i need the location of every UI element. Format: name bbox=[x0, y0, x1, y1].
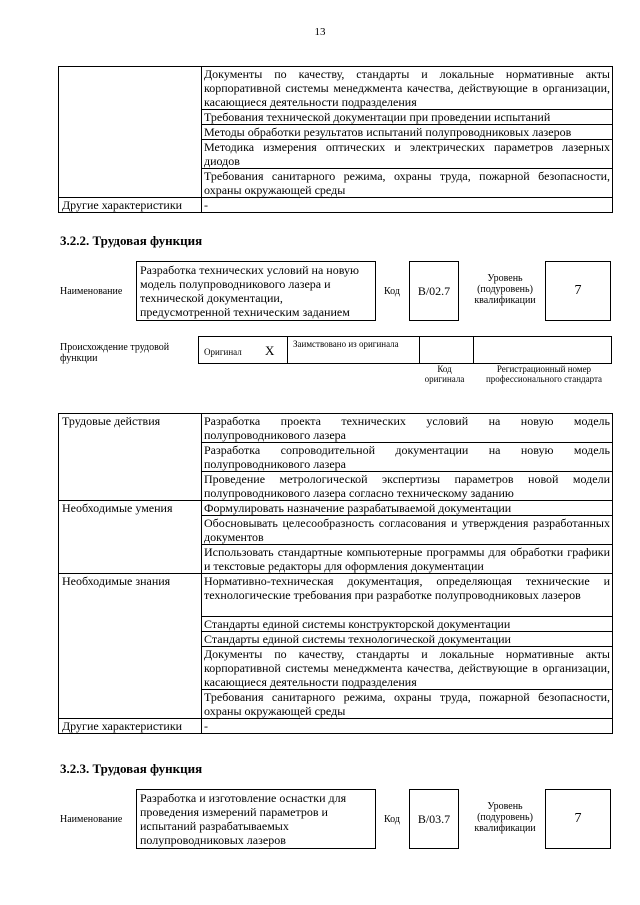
top-table-item: Методика измерения оптических и электрических параметров лазерных диодов bbox=[202, 140, 613, 169]
other-characteristics-label: Другие характеристики bbox=[59, 198, 202, 213]
level-value-field: 7 bbox=[545, 789, 611, 849]
labor-function-table bbox=[58, 413, 613, 734]
function-code-field: В/02.7 bbox=[409, 261, 459, 321]
function-code-field: В/03.7 bbox=[409, 789, 459, 849]
knowledge-item: Нормативно-техническая документация, определяющая технические и технологические требования при разработке полупроводниковых лазеров bbox=[202, 574, 613, 617]
reg-number-caption: Регистрационный номер профессионального стандарта bbox=[485, 364, 603, 384]
knowledge-item: Требования санитарного режима, охраны труда, пожарной безопасности, охраны окружающей среды bbox=[202, 690, 613, 719]
function-name-field: Разработка и изготовление оснастки для проведения измерений параметров и испытаний разрабатываемых полупроводниковых лазеров bbox=[136, 789, 376, 849]
labor-action-item: Разработка сопроводительной документации на новую модель полупроводникового лазера bbox=[202, 443, 613, 472]
level-value-field: 7 bbox=[545, 261, 611, 321]
borrowed-label: Заимствовано из оригинала bbox=[293, 339, 399, 349]
section-heading-323: 3.2.3. Трудовая функция bbox=[60, 761, 203, 776]
top-table-item: Требования санитарного режима, охраны труда, пожарной безопасности, охраны окружающей среды bbox=[202, 169, 613, 198]
other-characteristics-value: - bbox=[202, 198, 613, 213]
knowledge-item: Документы по качеству, стандарты и локальные нормативные акты корпоративной системы менеджмента качества, действующие в организации, касающиеся деятельности подразделения bbox=[202, 647, 613, 690]
level-label: Уровень (подуровень) квалификации bbox=[474, 801, 536, 834]
labor-action-item: Проведение метрологической экспертизы параметров новой модели полупроводникового лазера согласно техническому заданию bbox=[202, 472, 613, 501]
skill-item: Формулировать назначение разрабатываемой документации bbox=[202, 501, 613, 516]
required-knowledge-label: Необходимые знания bbox=[59, 574, 202, 719]
origin-label: Происхождение трудовой функции bbox=[60, 342, 170, 364]
skill-item: Обосновывать целесообразность согласования и утверждения разработанных документов bbox=[202, 516, 613, 545]
section-heading-322: 3.2.2. Трудовая функция bbox=[60, 233, 203, 248]
knowledge-item: Стандарты единой системы конструкторской документации bbox=[202, 617, 613, 632]
name-label: Наименование bbox=[60, 814, 123, 825]
code-label: Код bbox=[384, 286, 400, 297]
top-table-label-empty bbox=[59, 67, 202, 198]
name-label: Наименование bbox=[60, 286, 123, 297]
labor-actions-label: Трудовые действия bbox=[59, 414, 202, 501]
required-skills-label: Необходимые умения bbox=[59, 501, 202, 574]
top-table-item: Методы обработки результатов испытаний полупроводниковых лазеров bbox=[202, 125, 613, 140]
reg-number-cell bbox=[473, 336, 612, 364]
page-number: 13 bbox=[314, 26, 326, 38]
original-mark: X bbox=[265, 343, 275, 358]
borrowed-cell bbox=[287, 336, 420, 364]
function-name-field: Разработка технических условий на новую модель полупроводникового лазера и технической документации, предусмотренной техническим заданием bbox=[136, 261, 376, 321]
level-label: Уровень (подуровень) квалификации bbox=[474, 273, 536, 306]
code-label: Код bbox=[384, 814, 400, 825]
other-characteristics-label: Другие характеристики bbox=[59, 719, 202, 734]
origin-code-cell bbox=[419, 336, 474, 364]
original-cell bbox=[198, 336, 288, 364]
top-table-item: Требования технической документации при проведении испытаний bbox=[202, 110, 613, 125]
knowledge-item: Стандарты единой системы технологической документации bbox=[202, 632, 613, 647]
labor-action-item: Разработка проекта технических условий на новую модель полупроводникового лазера bbox=[202, 414, 613, 443]
other-characteristics-value: - bbox=[202, 719, 613, 734]
original-label: Оригинал bbox=[204, 347, 242, 357]
origin-code-caption: Код оригинала bbox=[424, 364, 465, 384]
skill-item: Использовать стандартные компьютерные программы для обработки графики и текстовые редакторы для оформления документации bbox=[202, 545, 613, 574]
top-table-item: Документы по качеству, стандарты и локальные нормативные акты корпоративной системы менеджмента качества, действующие в организации, касающиеся деятельности подразделения bbox=[202, 67, 613, 110]
top-table bbox=[58, 66, 613, 213]
